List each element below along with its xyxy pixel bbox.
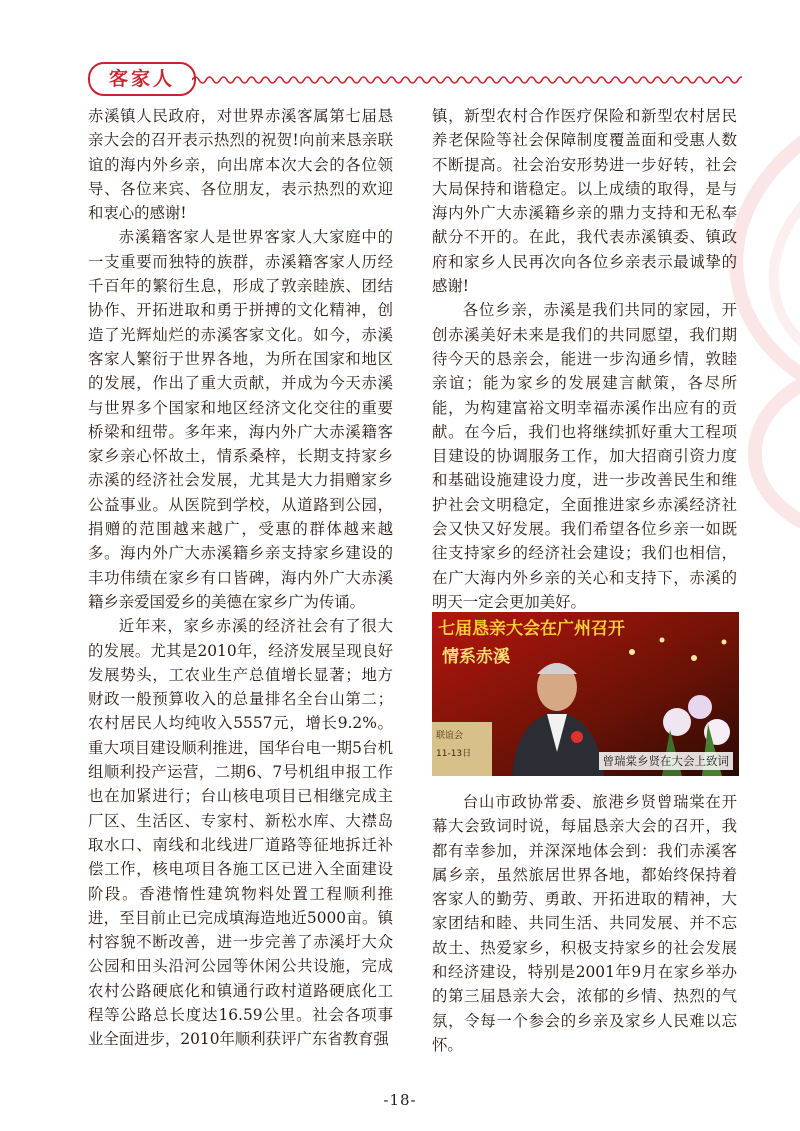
section-title: 客家人 (88, 62, 196, 96)
banner-text-1: 七届恳亲大会在广州召开 (438, 619, 625, 639)
photo-caption: 曾瑞棠乡贤在大会上致词 (599, 752, 734, 770)
paragraph: 各位乡亲，赤溪是我们共同的家园，开创赤溪美好未来是我们的共同愿望，我们期待今天的恳亲会，能进一步沟通乡情，敦睦亲谊；能为家乡的发展建言献策，各尽所能，为构建富裕文明幸福赤溪作出应有的贡献。在今后，我们也将继续抓好重大工程项目建设的协调服务工作，加大招商引资力度和基础设施建设力度，进一步改善民生和维护社会文明稳定，全面推进家乡赤溪经济社会又快又好发展。我们希望各位乡亲一如既往支持家乡的经济社会建设；我们也相信，在广大海内外乡亲的关心和支持下，赤溪的明天一定会更加美好。 (432, 301, 737, 611)
right-column-lower (432, 790, 737, 1057)
paragraph: 台山市政协常委、旅港乡贤曾瑞棠在开幕大会致词时说，每届恳亲大会的召开，我都有幸参加，并深深地体会到：我们赤溪客属乡亲，虽然旅居世界各地，都始终保持着客家人的勤劳、勇敢、开拓进取的精神，大家团结和睦、共同生活、共同发展、并不忘故土、热爱家乡，积极支持家乡的社会发展和经济建设，特别是2001年9月在家乡举办的第三届恳亲大会，浓郁的乡情、热烈的气氛，令每一个参会的乡亲及家乡人民难以忘怀。 (432, 793, 737, 1054)
paragraph: 赤溪籍客家人是世界客家人大家庭中的一支重要而独特的族群，赤溪籍客家人历经千百年的繁衍生息，形成了敦亲睦族、团结协作、开拓进取和勇于拼搏的文化精神，创造了光辉灿烂的赤溪客家文化。如今，赤溪客家人繁衍于世界各地，为所在国家和地区的发展，作出了重大贡献，并成为今天赤溪与世界多个国家和地区经济文化交往的重要桥梁和纽带。多年来，海内外广大赤溪籍客家乡亲心怀故土，情系桑梓，长期支持家乡赤溪的经济社会发展，尤其是大力捐赠家乡公益事业。从医院到学校，从道路到公园，捐赠的范围越来越广，受惠的群体越来越多。海内外广大赤溪籍乡亲支持家乡建设的丰功伟绩在家乡有口皆碑，海内外广大赤溪籍乡亲爱国爱乡的美德在家乡广为传诵。 (88, 228, 393, 611)
banner-text-2: 情系赤溪 (442, 647, 510, 667)
paragraph: 赤溪镇人民政府，对世界赤溪客属第七届恳亲大会的召开表示热烈的祝贺!向前来恳亲联谊的海内外乡亲，向出席本次大会的各位领导、各位来宾、各位朋友，表示热烈的欢迎和衷心的感谢! (88, 107, 393, 223)
page-number: -18- (383, 1091, 417, 1109)
decorative-wave-divider (192, 74, 742, 86)
event-photo (432, 612, 739, 776)
right-column (432, 104, 737, 614)
paragraph: 近年来，家乡赤溪的经济社会有了很大的发展。尤其是2010年，经济发展呈现良好发展势头，工农业生产总值增长显著；地方财政一般预算收入的总量排名全台山第二；农村居民人均纯收入5557元，增长9.2%。重大项目建设顺利推进，国华台电一期5台机组顺利投产运营，二期6、7号机组申报工作也在加紧进行；台山核电项目已相继完成主厂区、生活区、专家村、新松水库、大襟岛取水口、南线和北线进厂道路等征地拆迁补偿工作，核电项目各施工区已进入全面建设阶段。香港惰性建筑物料处置工程顺利推进，至目前止已完成填海造地近5000亩。镇村容貌不断改善，进一步完善了赤溪圩大众公园和田头沿河公园等休闲公共设施，完成农村公路硬底化和镇通行政村道路硬底化工程等公路总长度达16.59公里。社会各项事业全面进步，2010年顺利获评广东省教育强 (88, 617, 393, 1049)
left-column (88, 104, 393, 1052)
board-text-1: 联谊会 (436, 731, 464, 741)
paragraph: 镇，新型农村合作医疗保险和新型农村居民养老保险等社会保障制度覆盖面和受惠人数不断提高。社会治安形势进一步好转，社会大局保持和谐稳定。以上成绩的取得，是与海内外广大赤溪籍乡亲的鼎力支持和无私奉献分不开的。在此，我代表赤溪镇委、镇政府和家乡人民再次向各位乡亲表示最诚挚的感谢! (432, 107, 737, 296)
page-header (88, 62, 738, 98)
board-text-2: 11-13日 (436, 749, 472, 759)
